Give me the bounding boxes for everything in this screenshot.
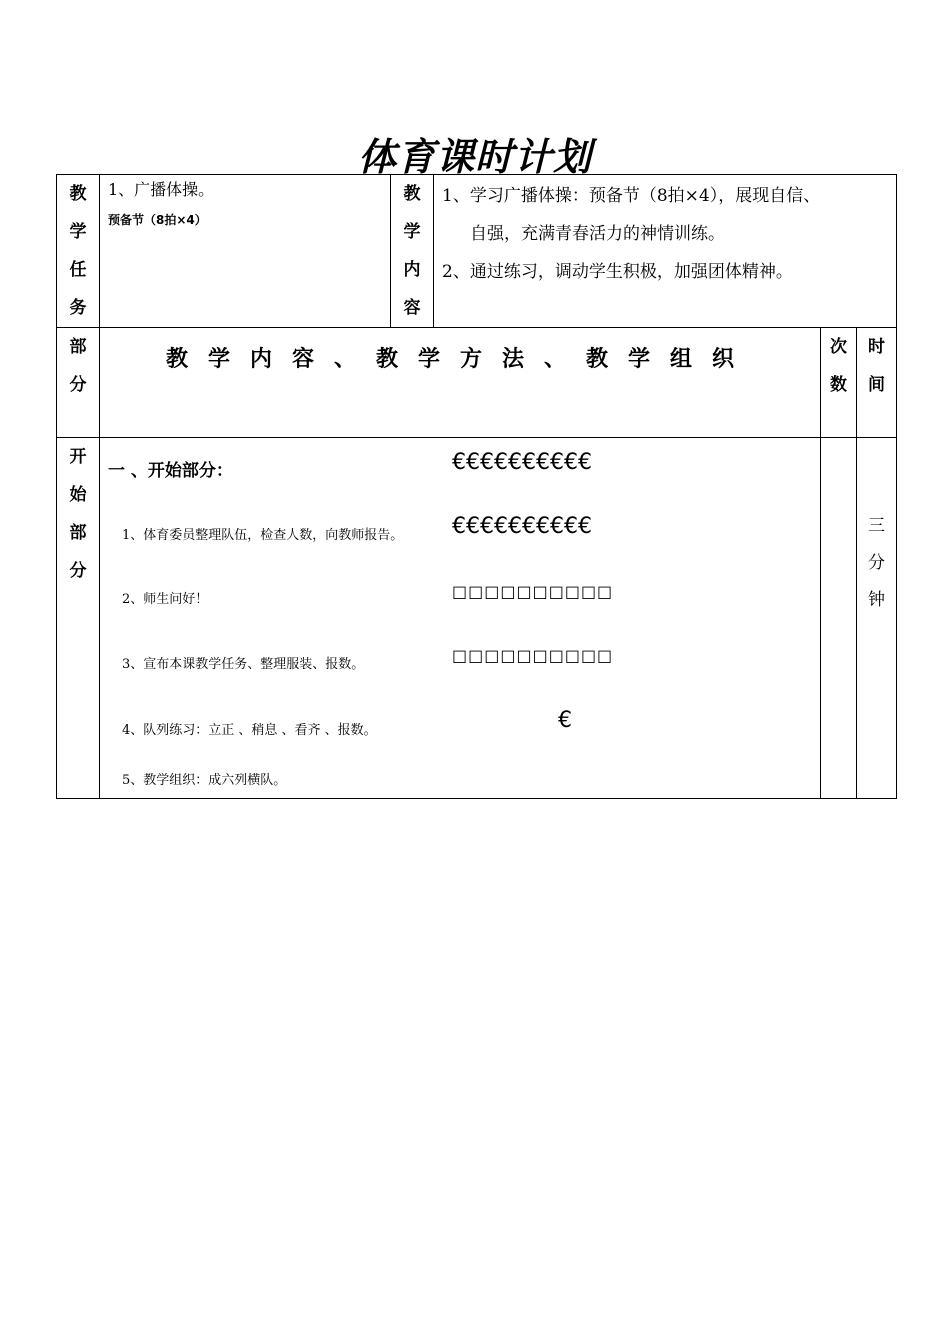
start-part-label (57, 438, 99, 590)
formation-row: €€€€€€€€€€ (452, 514, 592, 539)
start-time-cell (857, 438, 897, 799)
teacher-position-marker: € (558, 708, 572, 733)
task-text-cell (100, 175, 391, 328)
content-label-char: 学 (403, 222, 421, 242)
task-line: 1、广播体操。 (108, 180, 215, 199)
start-label-char: 始 (69, 485, 87, 505)
count-label-char: 数 (830, 375, 847, 395)
time-label-cell (857, 328, 897, 438)
start-part-label-cell (57, 438, 100, 799)
start-count-cell (821, 438, 857, 799)
content-line: 2、通过练习，调动学生积极，加强团体精神。 (442, 262, 793, 282)
columns-row (57, 328, 897, 438)
task-label-cell (57, 175, 100, 328)
time-label-char: 时 (868, 337, 885, 357)
count-label (821, 328, 856, 404)
section-heading: 教学内容、教学方法、教学组织 (165, 347, 754, 372)
content-label-char: 内 (403, 260, 421, 280)
start-label-char: 部 (69, 523, 87, 543)
time-char: 三 (868, 516, 885, 536)
content-label (391, 175, 433, 327)
step-item: 5、教学组织：成六列横队。 (122, 773, 287, 788)
step-item: 2、师生问好！ (122, 592, 209, 607)
task-label-char: 教 (69, 184, 87, 204)
start-heading: 一 、开始部分： (108, 461, 233, 481)
part-label (57, 328, 99, 404)
content-label-char: 教 (403, 184, 421, 204)
step-item: 4、队列练习：立正 、稍息 、看齐 、报数。 (122, 723, 377, 738)
lesson-plan-table (56, 174, 897, 799)
heading-cell (100, 328, 821, 438)
part-label-char: 部 (69, 337, 87, 357)
task-label (57, 175, 99, 327)
time-label (857, 328, 896, 404)
start-section-row (57, 438, 897, 799)
task-label-char: 任 (69, 260, 87, 280)
time-char: 分 (868, 553, 885, 573)
time-char: 钟 (868, 590, 885, 610)
count-label-cell (821, 328, 857, 438)
content-label-cell (391, 175, 434, 328)
content-line: 1、学习广播体操：预备节（8拍×4），展现自信、 (442, 186, 821, 206)
formation-row-boxes: □□□□□□□□□□ (452, 582, 614, 601)
step-item: 3、宣布本课教学任务、整理服装、报数。 (122, 657, 365, 672)
content-line: 自强，充满青春活力的神情训练。 (470, 224, 725, 244)
time-label-char: 间 (868, 375, 885, 395)
start-time-label (857, 438, 896, 619)
task-label-char: 务 (69, 298, 87, 318)
task-sub: 预备节（8拍×4） (108, 213, 207, 227)
formation-row-boxes: □□□□□□□□□□ (452, 646, 614, 665)
content-label-char: 容 (403, 298, 421, 318)
part-label-cell (57, 328, 100, 438)
start-label-char: 开 (69, 447, 87, 467)
page-title: 体育课时计划 (357, 135, 592, 179)
count-label-char: 次 (830, 337, 847, 357)
header-row (57, 175, 897, 328)
formation-row: €€€€€€€€€€ (452, 450, 592, 475)
content-text-cell (434, 175, 897, 328)
part-label-char: 分 (69, 375, 87, 395)
task-label-char: 学 (69, 222, 87, 242)
start-label-char: 分 (69, 561, 87, 581)
start-content-cell (100, 438, 821, 799)
step-item: 1、体育委员整理队伍，检查人数，向教师报告。 (122, 528, 404, 543)
